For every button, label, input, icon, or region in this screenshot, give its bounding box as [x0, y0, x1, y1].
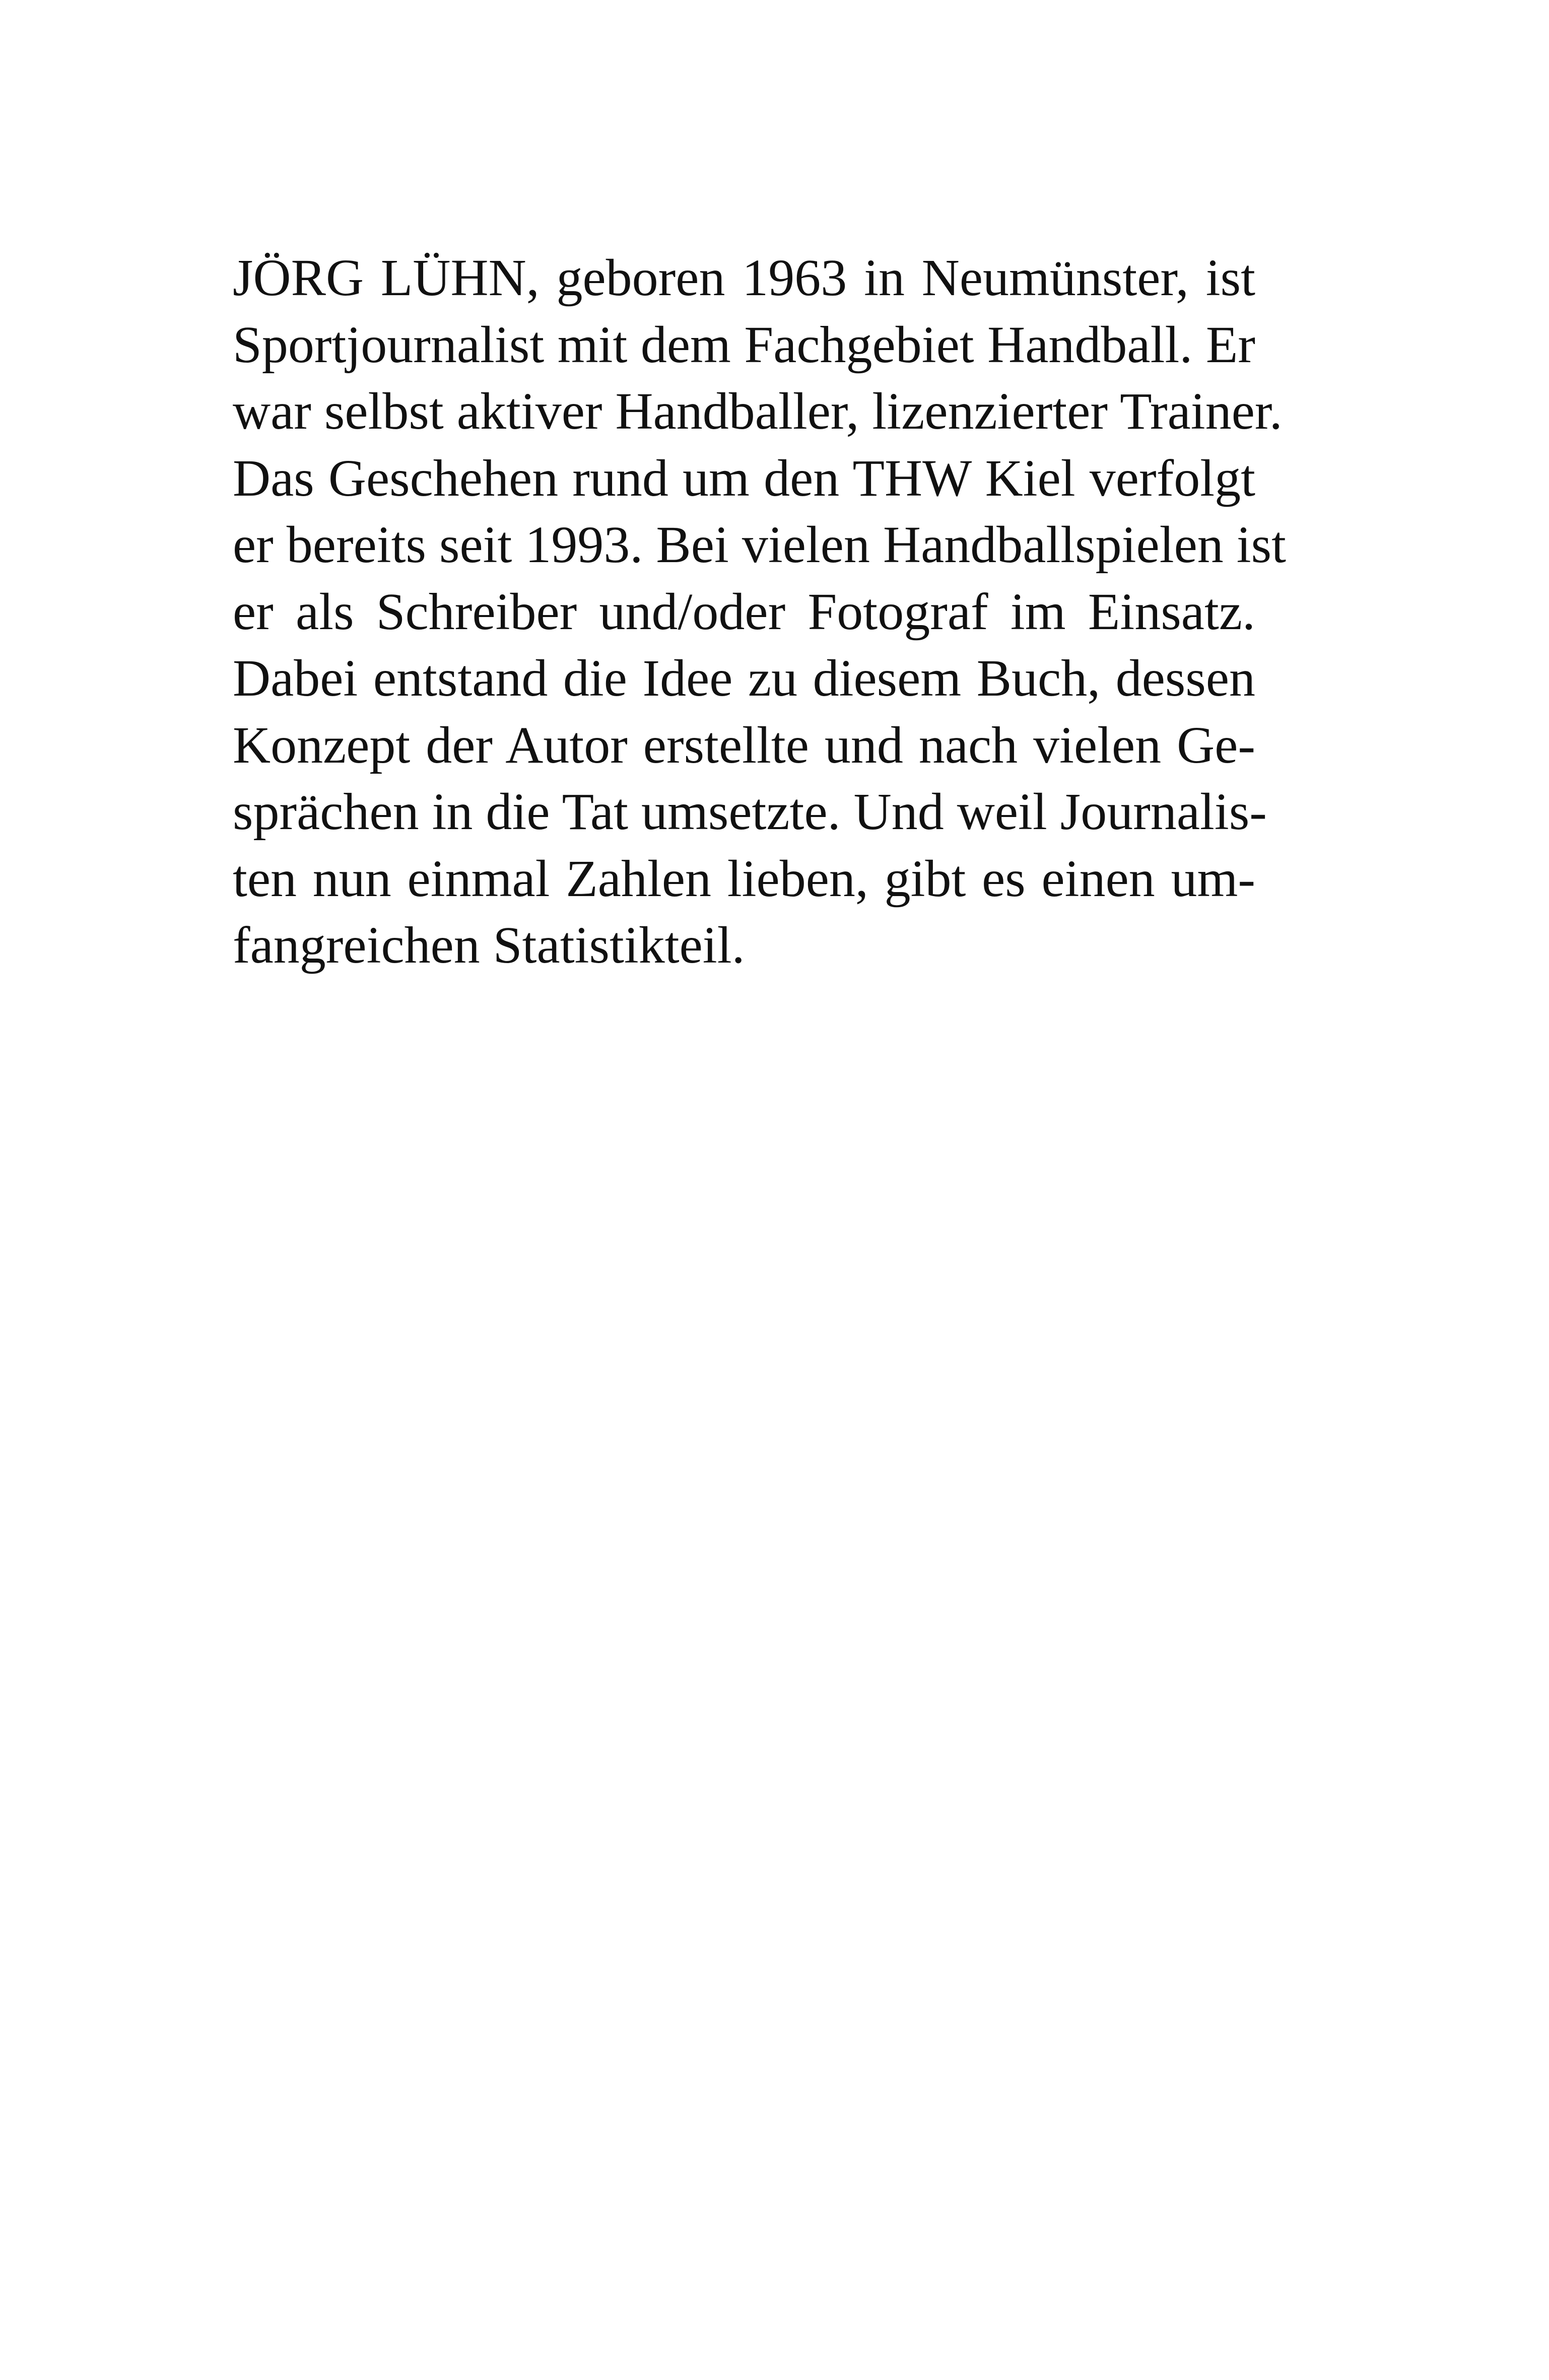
- bio-line: er als Schreiber und/oder Fotograf im Einsatz.: [233, 582, 1255, 641]
- bio-line: Sportjournalist mit dem Fachgebiet Handball. Er: [233, 315, 1255, 374]
- bio-line: ten nun einmal Zahlen lieben, gibt es einen um-: [233, 849, 1255, 908]
- bio-line: Das Geschehen rund um den THW Kiel verfolgt: [233, 449, 1255, 507]
- bio-line: sprächen in die Tat umsetzte. Und weil Journalis-: [233, 783, 1267, 841]
- bio-line: fangreichen Statistikteil.: [233, 916, 745, 974]
- bio-line: JÖRG LÜHN, geboren 1963 in Neumünster, ist: [233, 249, 1255, 307]
- bio-line: Konzept der Autor erstellte und nach vielen Ge-: [233, 716, 1255, 774]
- bio-line: war selbst aktiver Handballer, lizenzierter Trainer.: [233, 382, 1283, 440]
- bio-line: Dabei entstand die Idee zu diesem Buch, dessen: [233, 649, 1255, 707]
- author-bio-paragraph: [233, 245, 1287, 979]
- bio-line: er bereits seit 1993. Bei vielen Handballspielen ist: [233, 516, 1287, 574]
